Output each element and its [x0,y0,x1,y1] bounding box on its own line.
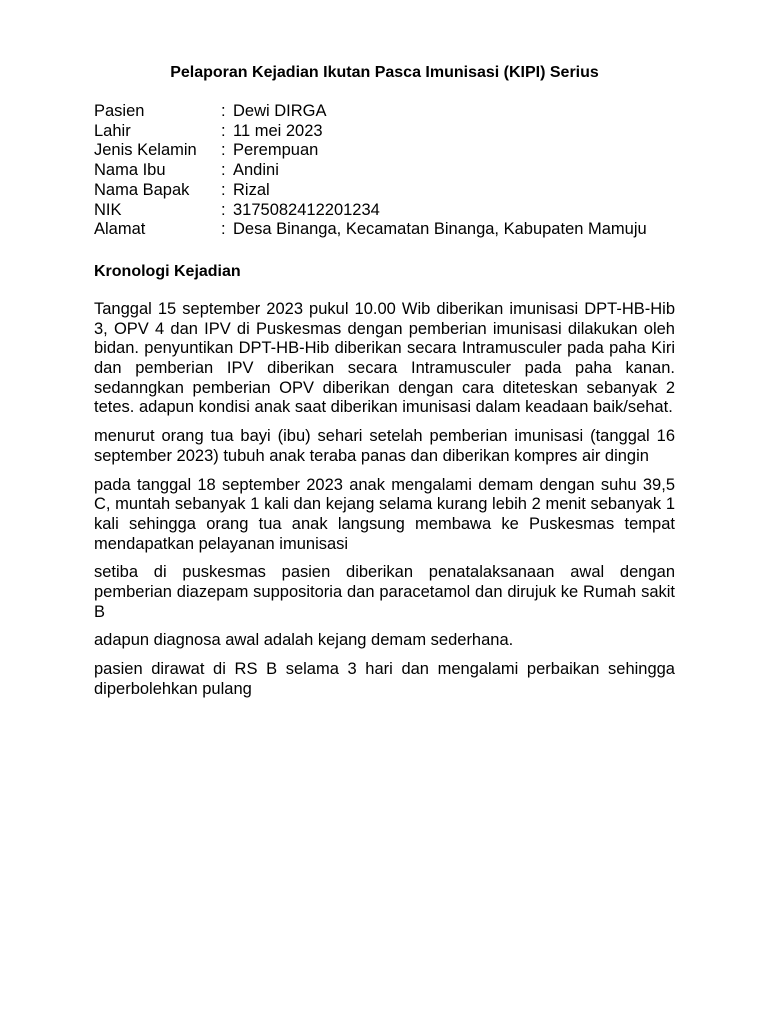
info-value: Dewi DIRGA [233,102,327,120]
info-colon: : [221,161,226,180]
info-value: Desa Binanga, Kecamatan Binanga, Kabupaten Mamuju [233,220,647,239]
info-label: Nama Bapak [94,180,190,199]
chronology-paragraph: adapun diagnosa awal adalah kejang demam sederhana. [94,631,514,650]
info-label: Nama Ibu [94,161,166,180]
chronology-paragraph: setiba di puskesmas pasien diberikan penatalaksanaan awal dengan pemberian diazepam suppositoria dan paracetamol dan dirujuk ke Rumah sakit B [94,563,675,621]
info-row-pasien [94,102,675,122]
info-label: Pasien [94,102,145,120]
info-value: Rizal [233,180,270,199]
info-colon: : [221,220,226,239]
info-colon: : [221,180,226,199]
info-value: 11 mei 2023 [233,121,323,140]
info-row-nik [94,201,675,221]
chronology-paragraph: pasien dirawat di RS B selama 3 hari dan mengalami perbaikan sehingga diperbolehkan pulang [94,660,675,698]
info-colon: : [221,102,226,120]
info-colon: : [221,141,226,160]
info-value: Andini [233,161,279,180]
info-colon: : [221,200,226,219]
patient-info [94,102,675,240]
info-row-nama-bapak [94,181,675,201]
section-heading: Kronologi Kejadian [94,262,241,280]
info-row-nama-ibu [94,161,675,181]
info-label: Lahir [94,121,131,140]
document-title: Pelaporan Kejadian Ikutan Pasca Imunisasi (KIPI) Serius [170,64,599,81]
info-value: Perempuan [233,141,319,160]
info-label: Alamat [94,220,146,239]
info-row-lahir [94,122,675,142]
info-row-alamat [94,220,675,240]
info-value: 3175082412201234 [233,200,380,219]
info-row-jenis-kelamin [94,141,675,161]
info-label: Jenis Kelamin [94,141,197,160]
chronology-paragraph: Tanggal 15 september 2023 pukul 10.00 Wib diberikan imunisasi DPT-HB-Hib 3, OPV 4 dan IPV di Puskesmas dengan pemberian imunisasi dilakukan oleh bidan. penyuntikan DPT-HB-Hib diberikan secara Intramusculer pada paha Kiri dan pemberian IPV diberikan secara Intramusculer pada paha kanan. sedanngkan pemberian OPV diberikan dengan cara diteteskan sebanyak 2 tetes. adapun kondisi anak saat diberikan imunisasi dalam keadaan baik/sehat. [94,299,675,417]
chronology-paragraph: menurut orang tua bayi (ibu) sehari setelah pemberian imunisasi (tanggal 16 september 2023) tubuh anak teraba panas dan diberikan kompres air dingin [94,427,675,465]
chronology-paragraph: pada tanggal 18 september 2023 anak mengalami demam dengan suhu 39,5 C, muntah sebanyak 1 kali dan kejang selama kurang lebih 2 menit sebanyak 1 kali sehingga orang tua anak langsung membawa ke Puskesmas tempat mendapatkan pelayanan imunisasi [94,475,675,553]
document-content [94,62,675,709]
info-label: NIK [94,200,122,219]
info-colon: : [221,121,226,140]
